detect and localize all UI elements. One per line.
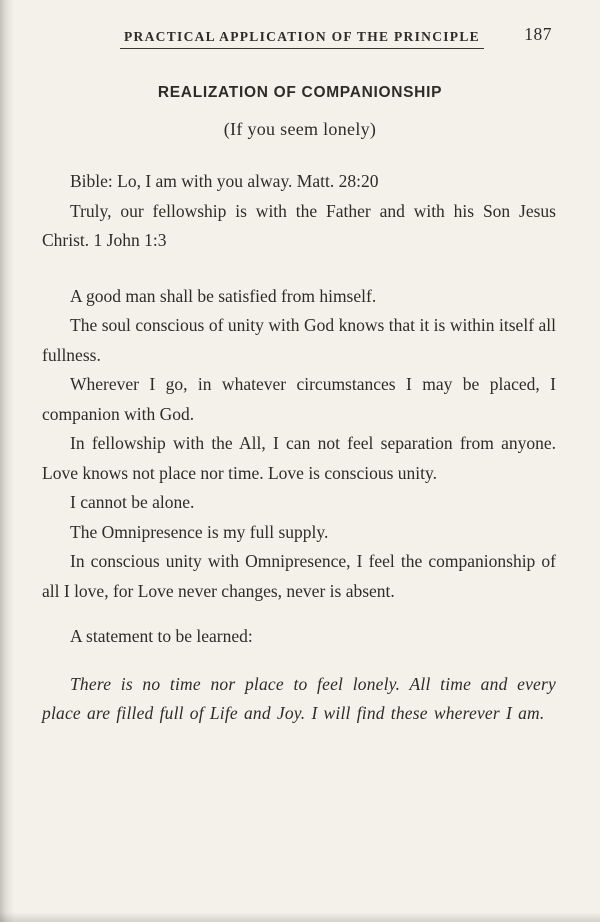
affirmation-paragraph: The Omnipresence is my full supply. <box>70 521 329 542</box>
bible-verse: Truly, our fellowship is with the Father and with his Son Jesus Christ. 1 John 1:3 <box>42 200 556 250</box>
statement-text: There is no time nor place to feel lonely. All time and every place are filled full of Life and Joy. I will find these wherever I am. <box>42 673 556 723</box>
affirmation-paragraph: The soul conscious of unity with God knows that it is within itself all fullness. <box>42 315 556 365</box>
bible-section <box>42 167 556 606</box>
affirmation-paragraph: A good man shall be satisfied from himself. <box>70 285 377 306</box>
page-number: 187 <box>524 24 552 44</box>
running-title: PRACTICAL APPLICATION OF THE PRINCIPLE <box>120 29 484 49</box>
bible-verse: Bible: Lo, I am with you alway. Matt. 28:20 <box>70 171 379 191</box>
affirmation-paragraph: In fellowship with the All, I can not feel separation from anyone. Love knows not place nor time. Love is conscious unity. <box>42 433 556 483</box>
page-header <box>52 24 552 52</box>
affirmation-paragraph: I cannot be alone. <box>70 492 195 512</box>
affirmations-section <box>42 282 556 607</box>
section-subtitle: (If you seem lonely) <box>223 119 377 139</box>
page-bottom-shadow <box>0 912 600 922</box>
statement-label: A statement to be learned: <box>70 626 253 646</box>
affirmation-paragraph: Wherever I go, in whatever circumstances I may be placed, I companion with God. <box>42 374 556 424</box>
affirmation-paragraph: In conscious unity with Omnipresence, I feel the companionship of all I love, for Love never changes, never is absent. <box>42 551 556 601</box>
section-title: REALIZATION OF COMPANIONSHIP <box>157 84 443 101</box>
